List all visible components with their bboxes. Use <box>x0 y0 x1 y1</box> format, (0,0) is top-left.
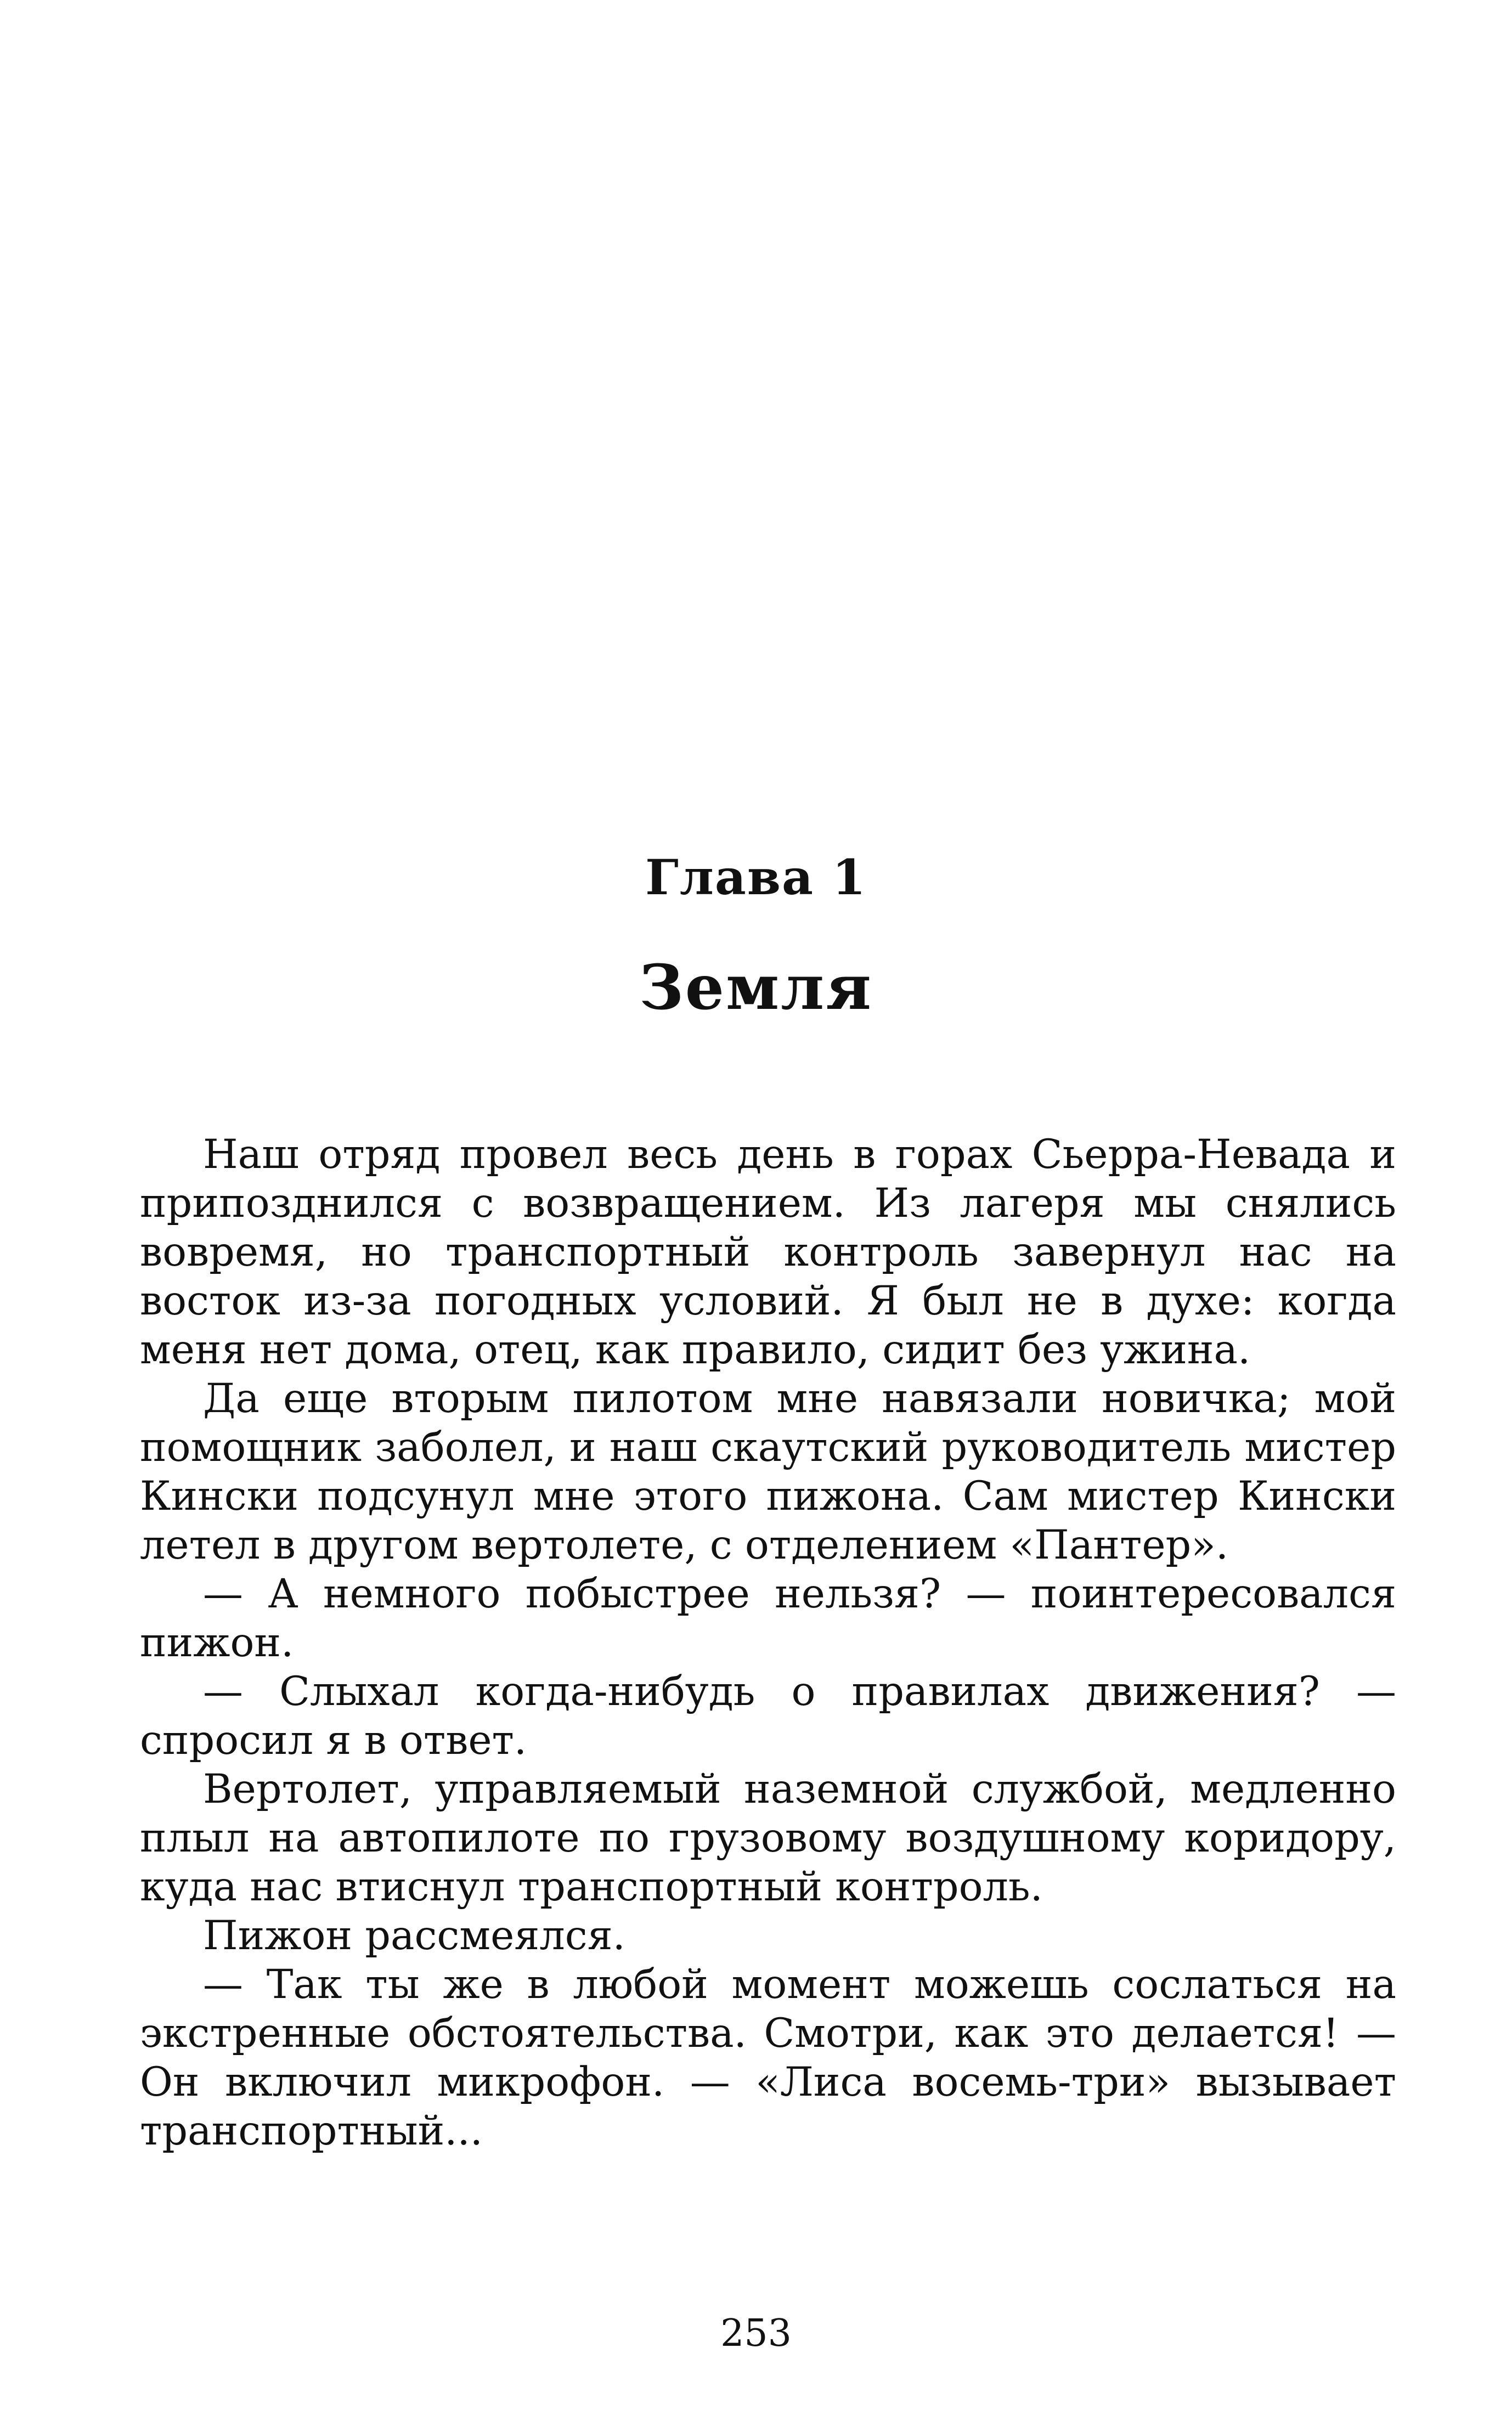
paragraph: Пижон рассмеялся. <box>203 1912 625 1959</box>
paragraph: Да еще вторым пилотом мне навязали новичка; мой помощник заболел, и наш скаутский руководитель мистер Кински подсунул мне этого пижона. Сам мистер Кински летел в другом вертолете, с отделением «Пантер». <box>140 1375 1396 1568</box>
body-text <box>140 1130 1396 2155</box>
chapter-title: Земля <box>639 952 873 1024</box>
paragraph: Вертолет, управляемый наземной службой, медленно плыл на автопилоте по грузовому воздушному коридору, куда нас втиснул транспортный контроль. <box>140 1766 1396 1910</box>
paragraph: — Слыхал когда-нибудь о правилах движения? — спросил я в ответ. <box>140 1668 1396 1764</box>
chapter-label: Глава 1 <box>645 849 867 906</box>
paragraph: — А немного побыстрее нельзя? — поинтересовался пижон. <box>140 1571 1396 1666</box>
page-number: 253 <box>720 2312 792 2355</box>
paragraph: Наш отряд провел весь день в горах Сьерра-Невада и припозднился с возвращением. Из лагеря мы снялись вовремя, но транспортный контроль завернул нас на восток из-за погодных условий. Я был не в духе: когда меня нет дома, отец, как правило, сидит без ужина. <box>140 1131 1396 1373</box>
paragraph: — Так ты же в любой момент можешь сослаться на экстренные обстоятельства. Смотри, как это делается! — Он включил микрофон. — «Лиса восемь-три» вызывает транспортный... <box>140 1961 1396 2154</box>
